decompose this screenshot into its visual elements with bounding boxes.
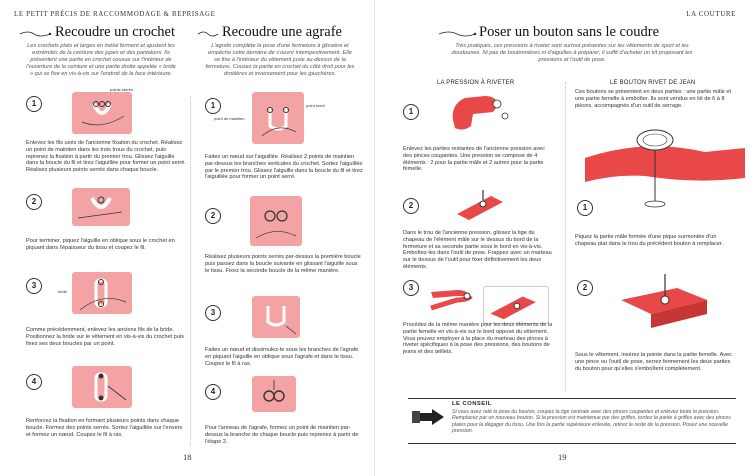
- pression-step-1-number: 1: [403, 104, 419, 120]
- running-head-right: LA COUTURE: [686, 10, 736, 18]
- pointing-hand-icon: [410, 405, 446, 429]
- pression-step-3-pliers-illustration: [427, 282, 477, 316]
- pression-step-2-number: 2: [403, 198, 419, 214]
- pression-step-3-text: Procédez de la même manière pour les deux éléments de la partie femelle en vis-à-vis sur le bord opposé du vêtement. Vous pouvez employer à la place du marteau des pinces à riveter spécifiques à la pose des pressions, des boutons de jeans et des œillets.: [403, 322, 553, 356]
- agrafe-step-1-illustration: [252, 92, 304, 144]
- rivet-step-1-text: Piquez la partie mâle formée d'une pique surmontée d'un chapeau plat dans le trou du précédent bouton à remplacer.: [575, 234, 724, 247]
- needle-ornament-icon: [437, 30, 477, 38]
- agrafe-step-1-number: 1: [205, 98, 221, 114]
- crochet-step-3-text: Comme précédemment, enlevez les anciens fils de la bride. Positionnez la bride sur le vêtement en vis-à-vis du crochet puis fixez ses deux boucles par un point.: [26, 327, 184, 347]
- pression-step-3-number: 3: [403, 280, 419, 296]
- crochet-intro: Les crochets plats et larges en métal ferment et ajustent les extrémités de la ceinture des jupes et des pantalons. Ils présentent une partie en crochet cousue sur l'intérieur de l'ouverture de la ceinture et une partie droite appelée « bride » qui se fixe en vis-à-vis sur l'endroit de la face intérieure.: [26, 43, 176, 77]
- rivet-subtitle: LE BOUTON RIVET DE JEAN: [610, 80, 696, 86]
- pression-step-2-illustration: [447, 188, 517, 224]
- crochet-step-3-number: 3: [26, 278, 42, 294]
- rivet-intro: Ces boutons se présentent en deux parties : une partie mâle et une partie femelle à emboîter. Ils sont vendus en kit de 6 à 8 pièces, accompagnés d'un outil de serrage.: [575, 89, 732, 109]
- rivet-step-1-illustration: [585, 118, 745, 212]
- agrafe-step-4-text: Pour l'anneau de l'agrafe, formez un point de maintien par-dessus la branche de chaque boucle puis reprenez à partir de l'étape 2.: [205, 425, 359, 445]
- crochet-step-2-illustration: [72, 188, 130, 226]
- agrafe-step-3-illustration: [252, 296, 300, 338]
- crochet-step-1-illustration: [72, 92, 132, 134]
- agrafe-step-4-illustration: [252, 376, 296, 412]
- column-divider: [565, 82, 566, 392]
- rivet-step-1-number: 1: [577, 200, 593, 216]
- crochet-step-4-number: 4: [26, 374, 42, 390]
- pression-step-1-illustration: [445, 90, 515, 136]
- page-number-right: 19: [558, 452, 567, 462]
- crochet-step-4-text: Renforcez la fixation en formant plusieurs points dans chaque boucle. Formez des points serrés. Sortez l'aiguillée sur l'envers et formez un nœud. Coupez le fil à ras.: [26, 418, 183, 438]
- agrafe-step-1-label-a: point serré: [306, 103, 325, 108]
- agrafe-step-3-number: 3: [205, 305, 221, 321]
- pression-step-3-detail-illustration: [483, 286, 549, 324]
- pression-subtitle: LA PRESSION À RIVETER: [437, 80, 515, 86]
- crochet-title: Recoudre un crochet: [55, 24, 175, 40]
- rivet-step-2-text: Sous le vêtement, insérez la pointe dans la partie femelle. Avec une pince ou l'outil de pose, serrez fermement les deux parties du bouton pour qu'elles s'emboîtent complètement.: [575, 352, 732, 372]
- crochet-step-2-text: Pour terminer, piquez l'aiguille en oblique sous le crochet en piquant dans l'épaisseur du tissu et coupez le fil.: [26, 238, 175, 251]
- crochet-step-1-number: 1: [26, 96, 42, 112]
- agrafe-step-2-text: Réalisez plusieurs points serrés par-dessus la première boucle puis passez dans la boucle suivante en glissant l'aiguille sous le tissu. Fixez la seconde boucle de la même manière.: [205, 254, 361, 274]
- needle-ornament-icon: [18, 30, 52, 38]
- right-page: [375, 0, 750, 476]
- crochet-step-3-illustration: [72, 272, 132, 314]
- pression-step-1-text: Enlevez les parties restantes de l'ancienne pression avec des pinces coupantes. Une pression se compose de 4 éléments : 2 pour la partie mâle et 2 autres pour la partie femelle.: [403, 146, 545, 173]
- agrafe-step-1-text: Faites un nœud sur l'aiguillée. Réalisez 2 points de maintien par-dessus les branches verticales du crochet. Sortez l'aiguillée par le premier trou. Glissez l'aiguille dans la boucle du fil et tirez l'aiguillée pour former un point serré.: [205, 154, 363, 181]
- agrafe-title: Recoudre une agrafe: [222, 24, 342, 40]
- running-head-left: LE PETIT PRÉCIS DE RACCOMMODAGE & REPRISAGE: [14, 10, 216, 18]
- crochet-step-1-label: points serrés: [110, 87, 133, 92]
- agrafe-step-1-label-b: point de maintien: [214, 116, 245, 121]
- agrafe-intro: L'agrafe complète la pose d'une fermeture à glissière et empêche cette dernière de s'ouvrir intempestivement. Elle se fixe à l'intérieur du vêtement juste au-dessus de la fermeture. Cousez la partie en crochet du côté droit pour les droitières et inversement pour les gauchères.: [205, 43, 355, 77]
- rivet-step-2-illustration: [607, 270, 717, 340]
- crochet-step-1-text: Enlevez les fils usés de l'ancienne fixation du crochet. Réalisez un point de maintien dans les trois trous du crochet, puis reprenez la fixation à partir du premier trou. Glissez l'aiguille dans la boucle du fil et tirez l'aiguillée pour former un point serré. Réalisez plusieurs points serrés dans chaque boucle.: [26, 140, 186, 174]
- tip-box: [408, 398, 736, 444]
- needle-ornament-icon: [196, 30, 220, 38]
- agrafe-step-2-illustration: [250, 196, 302, 246]
- crochet-step-4-illustration: [72, 366, 132, 408]
- column-divider: [190, 96, 191, 446]
- agrafe-step-4-number: 4: [205, 384, 221, 400]
- pression-step-2-text: Dans le trou de l'ancienne pression, glissez la tige du chapeau de l'élément mâle sur le dessus du bord de la fermeture et sa seconde partie sous le bord en vis-à-vis. Emboîtez-les dans l'outil de pose. Frappez avec un marteau sur le dessus de l'outil pour fixer définitivement les deux éléments.: [403, 230, 552, 270]
- agrafe-step-2-number: 2: [205, 208, 221, 224]
- bouton-intro: Très pratiques, ces pressions à riveter sont surtout présentes sur les vêtements de sport et les doudounes. Ni pas de boutonnières ni d'aiguilles à préparer, il suffit d'acheter un kit proposant les pressions et l'outil de pose.: [451, 43, 693, 63]
- crochet-step-2-number: 2: [26, 194, 42, 210]
- crochet-step-3-label: bride: [58, 289, 67, 294]
- page-number-left: 18: [183, 452, 192, 462]
- rivet-step-2-number: 2: [577, 280, 593, 296]
- bouton-title: Poser un bouton sans le coudre: [479, 24, 660, 40]
- agrafe-step-3-text: Faites un nœud et dissimulez-le sous les branches de l'agrafe en piquant l'aiguille en oblique sous l'agrafe et dans le tissu. Coupez le fil à ras.: [205, 347, 359, 367]
- tip-title: LE CONSEIL: [452, 401, 492, 407]
- tip-text: Si vous avez raté la pose du bouton, coupez la tige centrale avec des pinces coupantes et enlevez toute la pression. Remplacez par un nouveau bouton. Si la pression est maintenue par des griffes, tordez la partie à griffes avec des pinces plates pour la dégager du tissu. Une fois la partie supérieure enlevée, retirez le reste de la pression. Posez une nouvelle pression.: [452, 409, 731, 435]
